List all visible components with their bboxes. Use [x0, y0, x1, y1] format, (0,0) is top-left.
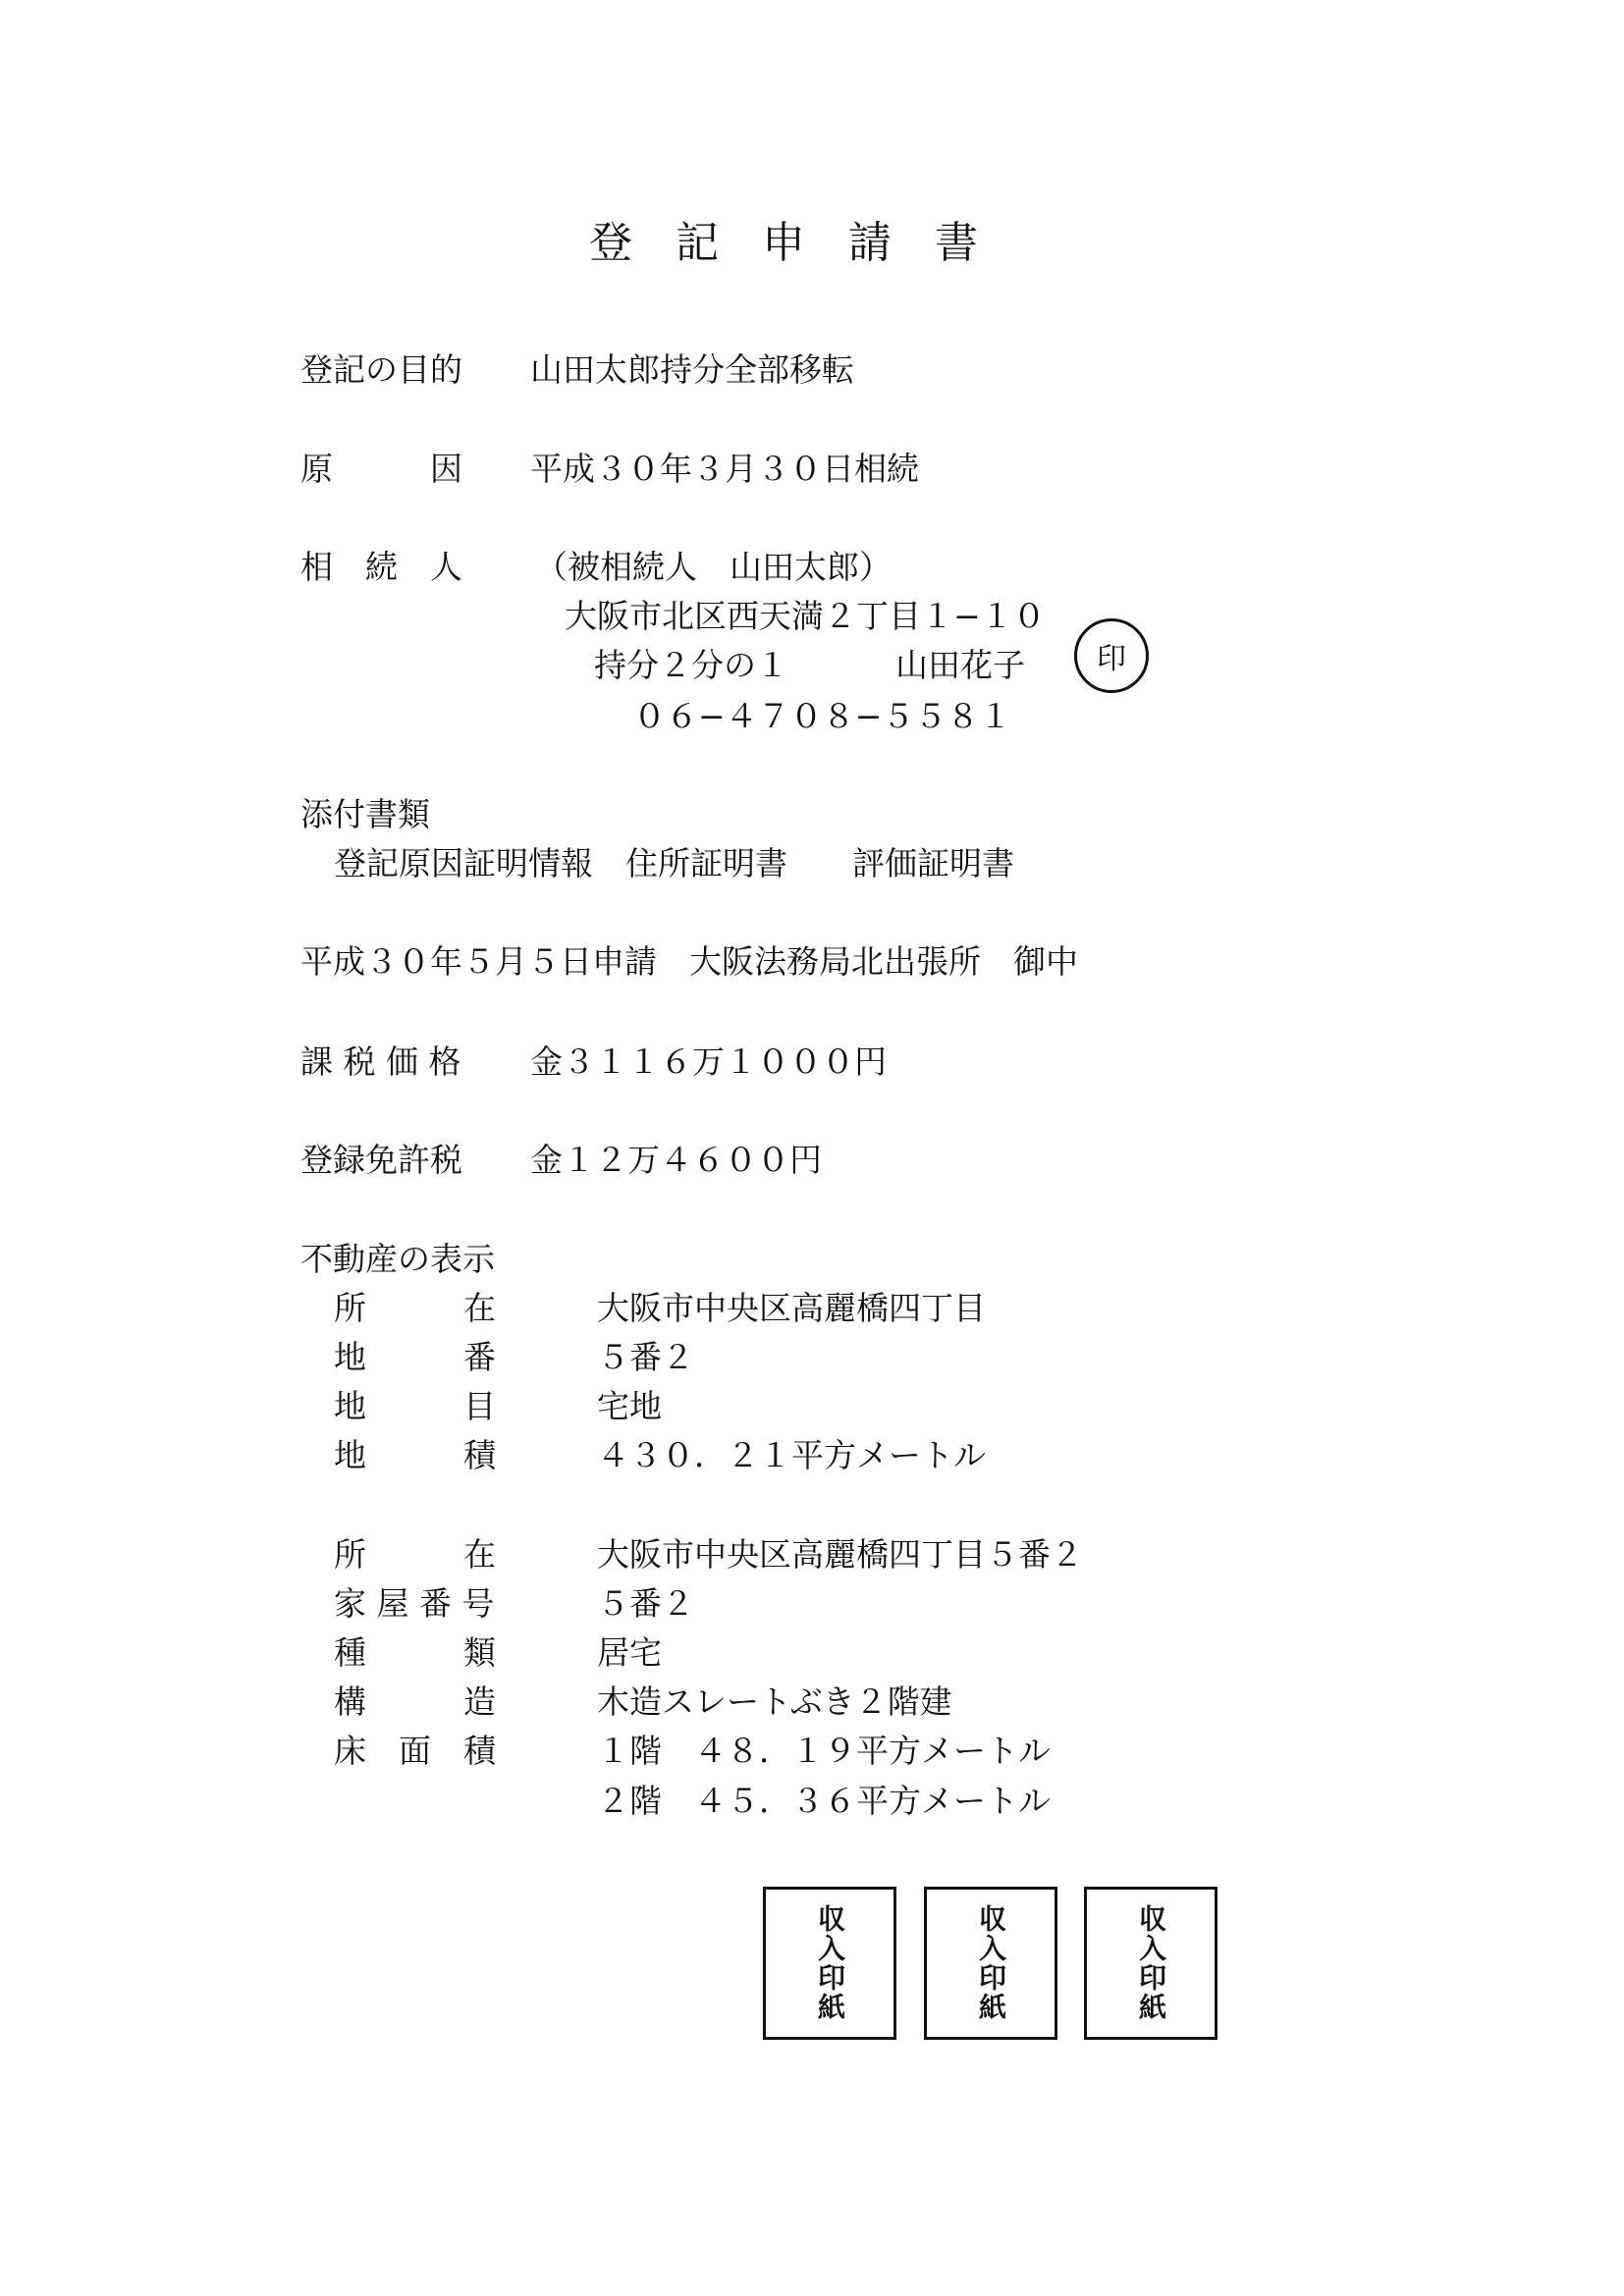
decedent-note: （被相続人 山田太郎） [535, 548, 892, 586]
land-category-value: 宅地 [597, 1387, 662, 1425]
building-type-label: 種 類 [334, 1633, 496, 1672]
license-tax-label: 登録免許税 [300, 1141, 462, 1179]
heir-phone: ０６−４７０８−５５８１ [633, 697, 1012, 735]
heir-label: 相 続 人 [300, 548, 462, 586]
floor-area-2f-value: ２階 ４５．３６平方メートル [597, 1782, 1051, 1820]
house-number-value: ５番２ [597, 1584, 694, 1623]
land-location-value: 大阪市中央区高麗橋四丁目 [597, 1289, 986, 1327]
attachments-label: 添付書類 [300, 795, 430, 833]
building-location-label: 所 在 [334, 1535, 496, 1574]
revenue-stamp-label: 収入印紙 [814, 1904, 846, 2022]
building-location-value: 大阪市中央区高麗橋四丁目５番２ [597, 1535, 1083, 1574]
tax-base-label: 課 税 価 格 [300, 1042, 461, 1081]
cause-label: 原 因 [300, 450, 462, 488]
application-line: 平成３０年５月５日申請 大阪法務局北出張所 御中 [300, 942, 1078, 981]
land-area-label: 地 積 [334, 1436, 496, 1474]
revenue-stamp-label: 収入印紙 [1135, 1904, 1167, 2022]
heir-name: 山田花子 [895, 646, 1025, 684]
lot-number-label: 地 番 [334, 1338, 496, 1376]
heir-share: 持分２分の１ [594, 646, 788, 684]
floor-area-1f-value: １階 ４８．１９平方メートル [597, 1732, 1051, 1770]
land-area-value: ４３０．２１平方メートル [597, 1436, 986, 1474]
revenue-stamp-box [763, 1887, 896, 2040]
purpose-label: 登記の目的 [300, 350, 462, 389]
document-title: 登 記 申 請 書 [589, 218, 978, 268]
house-number-label: 家 屋 番 号 [334, 1584, 495, 1623]
floor-area-label: 床 面 積 [334, 1732, 496, 1770]
cause-value: 平成３０年３月３０日相続 [530, 450, 919, 488]
structure-value: 木造スレートぶき２階建 [597, 1682, 952, 1721]
heir-address: 大阪市北区西天満２丁目１−１０ [565, 597, 1046, 635]
revenue-stamp-box [924, 1887, 1057, 2040]
seal-mark [1074, 618, 1149, 693]
structure-label: 構 造 [334, 1682, 496, 1721]
building-type-value: 居宅 [597, 1633, 662, 1672]
property-header: 不動産の表示 [300, 1240, 495, 1278]
purpose-value: 山田太郎持分全部移転 [530, 350, 854, 389]
tax-base-value: 金３１１６万１０００円 [530, 1042, 887, 1081]
seal-label: 印 [1097, 642, 1126, 676]
license-tax-value: 金１２万４６００円 [530, 1141, 822, 1179]
land-category-label: 地 目 [334, 1387, 496, 1425]
revenue-stamp-label: 収入印紙 [975, 1904, 1007, 2022]
lot-number-value: ５番２ [597, 1338, 694, 1376]
attachments-value: 登記原因証明情報 住所証明書 評価証明書 [334, 844, 1014, 882]
land-location-label: 所 在 [334, 1289, 496, 1327]
revenue-stamp-box [1084, 1887, 1218, 2040]
